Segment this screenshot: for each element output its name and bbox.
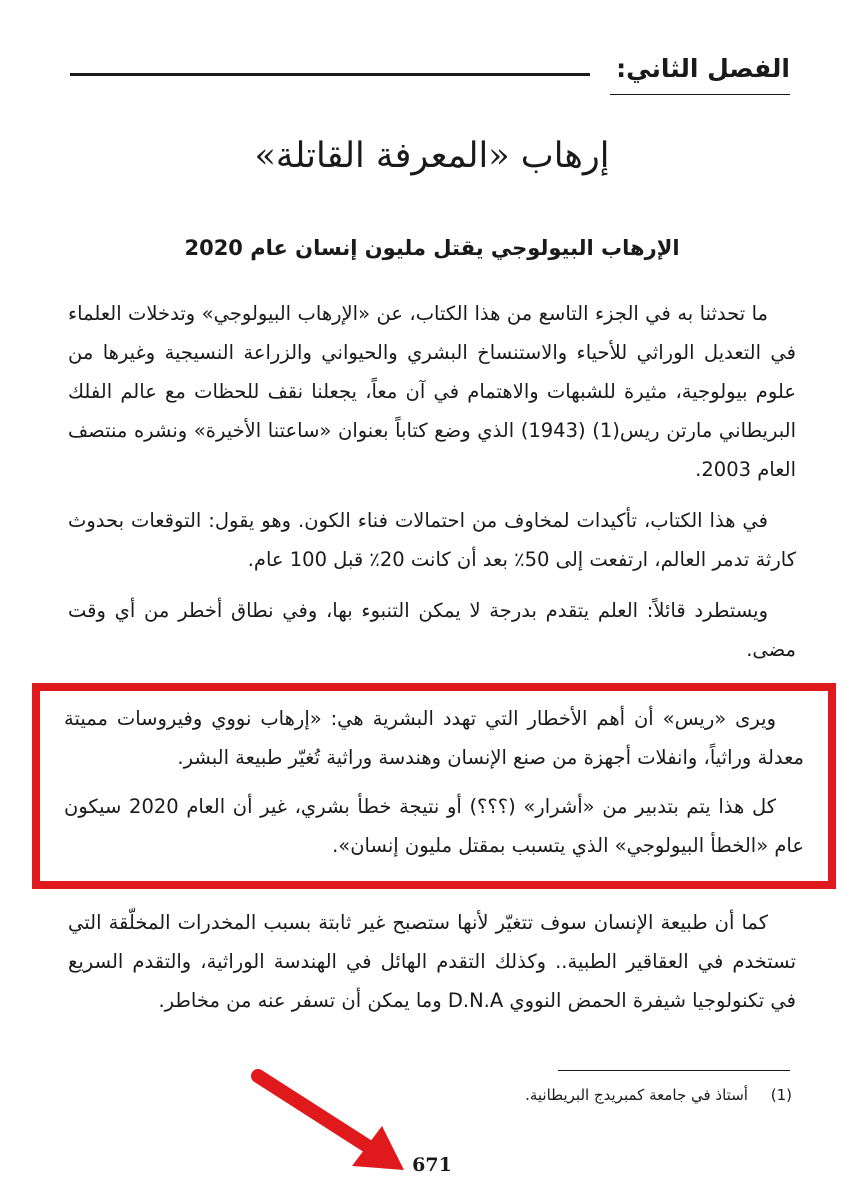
paragraph: كما أن طبيعة الإنسان سوف تتغيّر لأنها ستصبح غير ثابتة بسبب المخدرات المخلّقة التي تستخدم في العقاقير الطبية.. وكذلك التقدم الهائل في الهندسة الوراثية، والتقدم السريع في تكنولوجيا شيفرة الحمض النووي D.N.A وما يمكن أن تسفر عنه من مخاطر.: [68, 911, 796, 1012]
red-highlight-box: [32, 683, 836, 889]
body-text: [64, 294, 804, 1032]
paragraph: ما تحدثنا به في الجزء التاسع من هذا الكتاب، عن «الإرهاب البيولوجي» وتدخلات العلماء في التعديل الوراثي للأحياء والاستنساخ البشري والحيواني والزراعة النسيجية وغيرها من علوم بيولوجية، مثيرة للشبهات والاهتمام في آن معاً، يجعلنا نقف للحظات مع عالم الفلك البريطاني مارتن ريس(1) (1943) الذي وضع كتاباً بعنوان «ساعتنا الأخيرة» ونشره منتصف العام 2003.: [68, 302, 796, 481]
footnote-text: أستاذ في جامعة كمبريدج البريطانية.: [525, 1086, 748, 1104]
section-heading: الإرهاب البيولوجي يقتل مليون إنسان عام 2020: [184, 236, 680, 260]
paragraph: ويستطرد قائلاً: العلم يتقدم بدرجة لا يمكن التنبوء بها، وفي نطاق أخطر من أي وقت مضى.: [68, 599, 796, 661]
highlighted-paragraph: كل هذا يتم بتدبير من «أشرار» (؟؟؟) أو نتيجة خطأ بشري، غير أن العام 2020 سيكون عام «الخطأ البيولوجي» الذي يتسبب بمقتل مليون إنسان».: [64, 795, 804, 857]
page-number: 671: [412, 1154, 452, 1176]
highlighted-paragraph: ويرى «ريس» أن أهم الأخطار التي تهدد البشرية هي: «إرهاب نووي وفيروسات مميتة معدلة وراثياً، وانفلات أجهزة من صنع الإنسان وهندسة وراثية تُغيّر طبيعة البشر.: [64, 707, 804, 769]
chapter-label-underline: [610, 94, 790, 95]
header-rule: [70, 73, 590, 76]
footnote-rule: [558, 1070, 790, 1071]
chapter-label: الفصل الثاني:: [616, 54, 790, 83]
chapter-title: إرهاب «المعرفة القاتلة»: [254, 136, 610, 176]
footnote-number: (1): [770, 1086, 792, 1104]
paragraph: في هذا الكتاب، تأكيدات لمخاوف من احتمالات فناء الكون. وهو يقول: التوقعات بحدوث كارثة تدمر العالم، ارتفعت إلى 50٪ بعد أن كانت 20٪ قبل 100 عام.: [68, 509, 796, 571]
